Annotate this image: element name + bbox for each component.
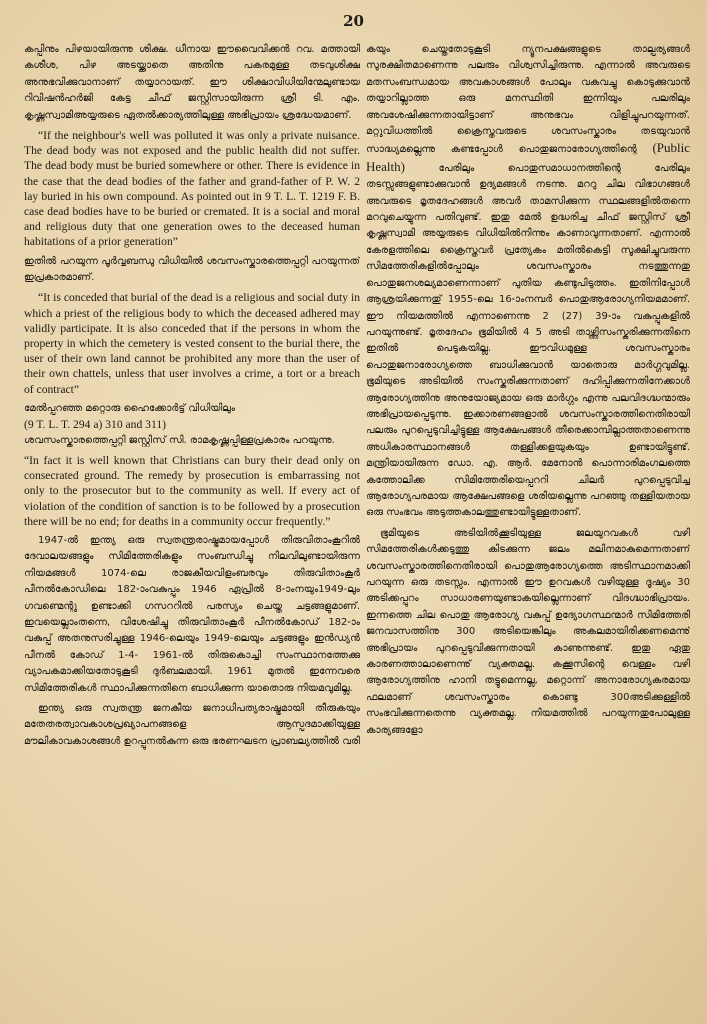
page-number: 20 — [343, 12, 364, 30]
public-health-term: (Public Health) — [366, 140, 690, 174]
left-paragraph-5: 1947-ൽ ഇന്ത്യ ഒരു സ്വതന്ത്രരാഷ്ട്രമായപ്പോൾ തിരുവിതാംകൂറിൽ ദേവാലയങ്ങളും സിമിത്തേരികളും സംബന്ധിച്ചു നിലവിലുണ്ടായിരുന്ന നിയമങ്ങൾ 1074-ലെ രാജകീയവിളംബരവും തിരുവിതാംകൂർ പീനൽകോഡിലെ 182-ാംവകുപ്പും 1946 ഏപ്രിൽ 8-ാംനയും1949-ലും ഗവണ്മെന്റു ഉണ്ടാക്കി ഗസററിൽ പരസ്യം ചെയ്ത ചട്ടങ്ങളുമാണ്. ഇവയെല്ലാംതന്നെ, വിശേഷിച്ചു തിരുവിതാംകൂർ പീനൽകോഡ് 182-ാം വകുപ്പ് അതനുസരിച്ചുള്ള 1946-ലെയും 1949-ലെയും ചട്ടങ്ങളും ഇൻഡ്യൻ പീനൽ കോഡ് 1-4- 1961-ൽ തിരുകൊച്ചി സംസ്ഥാനത്തേക്കു വ്യാപകമാക്കിയതോടുകൂടി ദുർബലമായി. 1961 മുതൽ ഇന്നേവരെ സിമിത്തേരികൾ സ്ഥാപിക്കുന്നതിനെ ബാധിക്കുന്ന യാതൊരു നിയമവുമില്ല. — [24, 534, 360, 694]
quote-neighbours-well: “If the neighbour's well was polluted it was only a private nuisance. The dead body was not exposed and the public health did not suffer. The dead body must be buried somewhere or other. There is evidence in the case that the dead bodies of the father and grand-father of P. W. 2 lay buried in his own compound. As pointed out in 9 T. L. T. 1219 F. B. case dead bodies have to be buried or cremated. It is a social and moral and religious duty that one generation owes to the deceased human habitations of a prior generation” — [24, 129, 360, 249]
left-paragraph-2: ഇതിൽ പറയുന്ന പൂർവ്വബന്ധു വിധിയിൽ ശവസംസ്കാരത്തെപ്പറ്റി പറയുന്നത് ഇപ്രകാരമാണ്. — [24, 255, 360, 284]
quote-consecrated-ground: “In fact it is well known that Christians can bury their dead only on consecrated ground. The remedy by prosecution is embarrassing not only to the prosecutor but to the community as well. If every act of violation of the condition of sanction is to be followed by a prosecution there will be no end; for deaths in a community occur frequently.” — [24, 453, 360, 528]
left-paragraph-6: ഇന്ത്യ ഒരു സ്വതന്ത്ര ജനകീയ ജനാധിപത്യരാഷ്ട്രമായി തീരുകയും മതേതരത്വാവകാശപ്രഖ്യാപനങ്ങളെ ആസ്പദമാക്കിയുള്ള മൗലികാവകാശങ്ങൾ ഉറപ്പുനൽകുന്ന ഒരു ഭരണഘടന പ്രാബല്യത്തിൽ വരി — [24, 702, 360, 747]
right-column — [366, 42, 690, 1016]
left-paragraph-4: ശവസംസ്കാരത്തെപ്പറ്റി ജസ്റ്റിസ് സി. രാമകൃഷ്ണപ്പിള്ളപ്രകാരം പറയുന്നു. — [24, 434, 335, 446]
quote-burial-duty: “It is conceded that burial of the dead is a religious and social duty in which a priest of the religious body to which the deceased adhered may validly participate. It is also conceded that if the persons in whom the property in which the cemetery is vested consent to the burial there, the user of their own land cannot be prohibited any more than the user of their own chattels, unless that user involves a crime, a tort or a breach of contract” — [24, 291, 360, 396]
case-citation: (9 T. L. T. 294 a) 310 and 311) — [24, 418, 166, 432]
right-paragraph-1-part-b: പേരിലും പൊതുസമാധാനത്തിന്റെ പേരിലും തടസ്സങ്ങളുണ്ടാക്കുവാൻ ഉദ്യമങ്ങൾ നടന്നു. മററു ചില വിഭാഗങ്ങൾ അവരുടെ മൃതദേഹങ്ങൾ അവർ താമസിക്കുന്ന സ്ഥലങ്ങളിൽതന്നെ മറവുചെയ്യുന്ന പതിവുണ്ട്. ഇതു മേൽ ഉദ്ധരിച്ച ചീഫ് ജസ്റ്റിസ് ശ്രീ കൃഷ്ണസ്വാമി അയ്യരുടെ വിധിയിൽനിന്നും കാണാവുന്നതാണ്. എന്നാൽ കേരളത്തിലെ ക്രൈസ്തവർ പ്രത്യേകം മതിൽകെട്ടി സൂക്ഷിച്ചുവരുന്ന സിമത്തേരികളിൽപ്പോലും ശവസംസ്കാരം നടത്തുന്നതു പൊതുജനശല്യമാണെന്നാണ് പുതിയ കണ്ടുപിടുത്തം. ഇതിനിപ്പോൾ ആശ്രയിക്കുന്നതു് 1955-ലെ 16-ാംനമ്പർ പൊതുആരോഗ്യനിയമമാണ്. ഈ നിയമത്തിൽ എന്നാണെന്നു 2 (27) 39-ാം വകുപ്പുകളിൽ പറയുന്നുണ്ട്. മൃതദേഹം ഭൂമിയിൽ 4 5 അടി താഴ്ത്തിസംസ്കരിക്കുന്നതിനെ ഇതിൽ പെടുകയില്ല. ഈവിധമുള്ള ശവസംസ്കാരം പൊതുജനാരോഗ്യത്തെ ബാധിക്കുവാൻ യാതൊരു മാർഗ്ഗവുമില്ല. ഭൂമിയുടെ അടിയിൽ സംസ്കരിക്കുന്നതാണ് ദഹിപ്പിക്കുന്നതിനേക്കാൾ ആരോഗ്യത്തിനു അനുയോജ്യമായ ഒരു മാർഗ്ഗം എന്നു പലവിദഗ്ദ്ധന്മാരും അഭിപ്രായപ്പെടുന്നു. ഇക്കാരണങ്ങളാൽ ശവസംസ്കാരത്തിനെതിരായി പലരും പുറപ്പെടുവിച്ചിട്ടുള്ള ആക്ഷേപങ്ങൾ തീരെക്കാമ്പില്ലാത്തതാണെന്നു അധികാരസ്ഥാനങ്ങൾ തള്ളിക്കളയുകയും ഉണ്ടായിട്ടുണ്ട്. മന്ത്രിയായിരുന്ന ഡോ. എ. ആർ. മേനോൻ പൊന്നാരിമംഗലത്തെ കത്തോലിക്ക സിമിത്തേരിയെപ്പററി ചിലർ പുറപ്പെടുവിച്ച ആരോഗ്യപരമായ ആക്ഷേപങ്ങളെ ശരിയല്ലെന്നു പറഞ്ഞു തള്ളിയതായ ഒരു സംഭവം അടുത്തകാലത്തുണ്ടായിട്ടുള്ളതാണ്. — [366, 162, 690, 519]
left-paragraph-1: കപ്പിനും പിഴയായിരുന്നു ശിക്ഷ. ധീനായ ഈവൈവിക്കൻ റവ. മത്തായി കശീശ, പിഴ അടയ്ക്കാതെ അതിനു പകരമുള്ള തടവുശിക്ഷ അനുഭവിക്കുവാനാണ് തയ്യാറായത്. ഈ ശിക്ഷാവിധിയിന്മേലുണ്ടായ റിവിഷൻഹർജി കേട്ട ചീഫ് ജസ്റ്റിസായിരുന്ന ശ്രീ ടി. എം. കൃഷ്ണസ്വാമിഅയ്യരുടെ ഏതൽക്കാര്യത്തിലുള്ള അഭിപ്രായം ശ്രദ്ധേയമാണ്. — [24, 44, 360, 121]
right-paragraph-1 — [366, 42, 690, 522]
left-column — [24, 42, 360, 1016]
right-paragraph-1-part-a: കയും ചെയ്തതോടുകൂടി ന്യൂനപക്ഷങ്ങളുടെ താല്പര്യങ്ങൾ സുരക്ഷിതമാണെന്നു പലരും വിശ്വസിച്ചിരുന്നു. എന്നാൽ അവരുടെ മതസംബന്ധമായ അവകാശങ്ങൾ പോലും വകവച്ചു കൊടുക്കുവാൻ തയ്യാറില്ലാത്ത ഒരു മനസ്ഥിതി ഇന്നിയും പലരിലും അവശേഷിക്കുന്നതായിട്ടാണ് അനുഭവം വിളിച്ചുപറയുന്നത്. മറ്റുവിധത്തിൽ ക്രൈസ്തവരുടെ ശവസംസ്കാരം തടയുവാൻ സാദ്ധ്യമല്ലെന്നു കണ്ടപ്പോൾ പൊതുജനാരോഗ്യത്തിന്റെ — [366, 44, 690, 156]
right-paragraph-2: ഭൂമിയുടെ അടിയിൽക്കൂടിയുള്ള ജലയുറവകൾ വഴി സിമത്തേരികൾക്കടുത്തു കിടക്കുന്ന ജലം മലിനമാകുമെന്നതാണ് ശവസംസ്കാരത്തിനെതിരായി പൊതുആരോഗ്യത്തെ അടിസ്ഥാനമാക്കി പറയുന്ന ഒരു തടസ്സം. എന്നാൽ ഈ ഉറവകൾ വഴിയുള്ള ദൂഷ്യം 30 അടിക്കപ്പുറം സാധാരണയുണ്ടാകയില്ലെന്നാണ് വിദഗ്ദ്ധാഭിപ്രായം. ഇന്നത്തെ ചില പൊതു ആരോഗ്യ വകുപ്പ് ഉദ്യോഗസ്ഥന്മാർ സിമിത്തേരി ജനവാസത്തിനു 300 അടിയെങ്കിലും അകലമായിരിക്കണമെന്നു് അഭിപ്രായം പുറപ്പെടുവിക്കുന്നതായി കാണുന്നുണ്ട്. ഇതു ഏതു കാരണത്താലാണെന്നു് വ്യക്തമല്ല. കക്കൂസിന്റെ വെള്ളം വഴി ആരോഗ്യത്തിനു ഹാനി തട്ടുമെന്നല്ല, മറ്റൊന്ന് അനാരോഗ്യകരമായ ഫലമാണ് ശവസംസ്കാരം കൊണ്ടു 300അടിക്കുള്ളിൽ സംഭവിക്കുന്നതെന്നു വ്യക്തമല്ല. നിയമത്തിൽ പറയുന്നതുപോലുള്ള കാര്യങ്ങളോ — [366, 527, 690, 736]
left-paragraph-3: മേൽപ്പറഞ്ഞ മറ്റൊരു ഹൈക്കോർട്ട് വിധിയിലും — [24, 402, 236, 414]
